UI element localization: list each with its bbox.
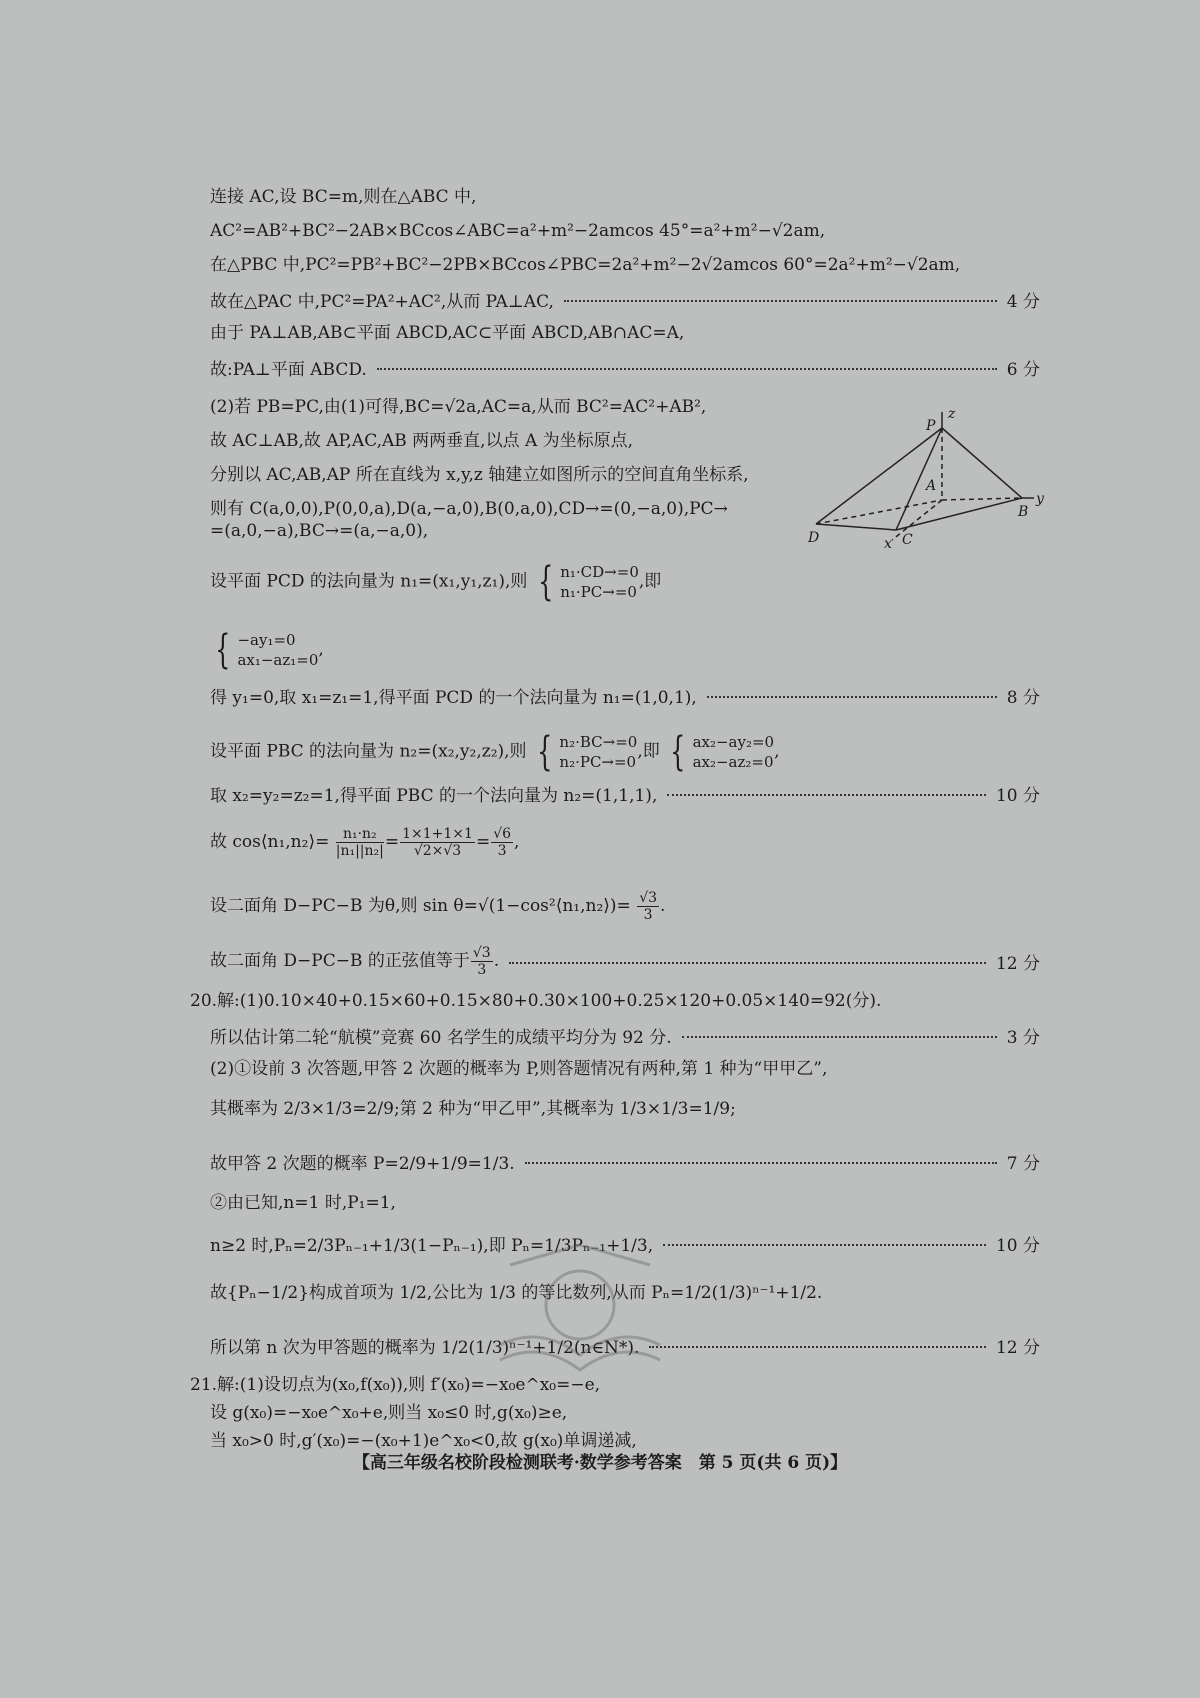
- line-4: 故在△PAC 中,PC²=PA²+AC²,从而 PA⊥AC,: [210, 291, 554, 312]
- line-15: [210, 729, 780, 775]
- edge-pd: [816, 428, 942, 524]
- label-y: y: [1036, 491, 1044, 507]
- score-line-10a: [210, 782, 1040, 804]
- dot-leader: [682, 1036, 997, 1038]
- dot-leader: [377, 368, 997, 370]
- eq-2a: −ay₁=0: [237, 631, 296, 649]
- line-18-text: 设二面角 D−PC−B 为θ,则 sin θ=√(1−cos²⟨n₁,n₂⟩)=: [210, 896, 631, 916]
- score-line-4: [210, 288, 1040, 310]
- denominator: 3: [477, 961, 487, 978]
- line-1: 连接 AC,设 BC=m,则在△ABC 中,: [210, 187, 477, 207]
- line-13: [210, 627, 324, 673]
- score-10b: 10 分: [995, 1235, 1040, 1256]
- line-14: 得 y₁=0,取 x₁=z₁=1,得平面 PCD 的一个法向量为 n₁=(1,0,1),: [210, 687, 697, 708]
- brace-icon: {: [537, 559, 554, 605]
- fraction: [336, 826, 384, 859]
- denominator: 3: [497, 843, 507, 859]
- score-line-12a: [210, 944, 1040, 978]
- line-15-text: 设平面 PBC 的法向量为 n₂=(x₂,y₂,z₂),则: [210, 741, 527, 762]
- system-3: [559, 732, 637, 772]
- line-11: =(a,0,−a),BC→=(a,−a,0),: [210, 521, 429, 541]
- score-line-3: [210, 1024, 1040, 1046]
- score-line-6: [210, 356, 1040, 378]
- line-18: 设二面角 D−PC−B 为θ,则 sin θ=√(1−cos²⟨n₁,n₂⟩)= $\frac{√3}{3}$ .: [210, 890, 666, 923]
- numerator: √3: [639, 890, 658, 906]
- line-12: [210, 559, 662, 605]
- line-19-text: 故二面角 D−PC−B 的正弦值等于: [210, 950, 470, 971]
- line-6: 故:PA⊥平面 ABCD.: [210, 359, 367, 380]
- brace-icon: {: [537, 729, 553, 775]
- line-15-mid: ,即: [637, 741, 660, 762]
- line-5: 由于 PA⊥AB,AB⊂平面 ABCD,AC⊂平面 ABCD,AB∩AC=A,: [210, 323, 685, 343]
- edge-pb: [942, 428, 1022, 498]
- system-1: [560, 562, 639, 602]
- line-27: 所以第 n 次为甲答题的概率为 1/2(1/3)ⁿ⁻¹+1/2(n∈N*).: [210, 1337, 640, 1358]
- dot-leader: [564, 300, 997, 302]
- dot-leader: [649, 1346, 985, 1348]
- numerator: n₁·n₂: [336, 826, 384, 843]
- line-21: (2)①设前 3 次答题,甲答 2 次题的概率为 P,则答题情况有两种,第 1 种为“甲甲乙”,: [210, 1059, 828, 1079]
- denominator: 3: [643, 907, 653, 923]
- question-21: 21.解:(1)设切点为(x₀,f(x₀)),则 f′(x₀)=−x₀e^x₀=−e,: [190, 1375, 601, 1395]
- line-15-tail: ,: [774, 741, 780, 762]
- line-17-text: 故 cos⟨n₁,n₂⟩=: [210, 832, 330, 852]
- eq-3a: n₂·BC→=0: [559, 733, 638, 751]
- line-12-tail: ,即: [638, 571, 662, 592]
- line-10: 则有 C(a,0,0),P(0,0,a),D(a,−a,0),B(0,a,0),CD→=(0,−a,0),PC→: [210, 499, 728, 519]
- fraction: [491, 826, 513, 859]
- line-29: 当 x₀>0 时,g′(x₀)=−(x₀+1)e^x₀<0,故 g(x₀)单调递减,: [210, 1431, 637, 1451]
- dot-leader: [509, 962, 986, 964]
- score-3: 3 分: [1006, 1027, 1040, 1048]
- fraction: [471, 945, 493, 978]
- label-b: B: [1018, 504, 1029, 520]
- denominator: |n₁||n₂|: [335, 843, 384, 859]
- line-17: 故 cos⟨n₁,n₂⟩= $\frac{\text{n₁·n₂}}{\text{|n₁||n₂|}}$ = $\frac{1\times 1+1\times 1}{√2\times√3}$ = $\frac{√6}{3}$ ,: [210, 826, 520, 859]
- line-2: AC²=AB²+BC²−2AB×BCcos∠ABC=a²+m²−2amcos 45°=a²+m²−√2am,: [210, 221, 826, 241]
- eq-1b: n₁·PC→=0: [560, 583, 637, 601]
- system-2: [237, 630, 318, 670]
- line-26: 故{Pₙ−1/2}构成首项为 1/2,公比为 1/3 的等比数列,从而 Pₙ=1/2(1/3)ⁿ⁻¹+1/2.: [210, 1283, 823, 1303]
- question-20: 20.解:(1)0.10×40+0.15×60+0.15×80+0.30×100+0.25×120+0.05×140=92(分).: [190, 991, 882, 1011]
- score-line-7: [210, 1150, 1040, 1172]
- eq-3b: n₂·PC→=0: [559, 753, 637, 771]
- watermark-icon: [490, 1245, 670, 1385]
- score-7: 7 分: [1006, 1153, 1040, 1174]
- line-19: 故二面角 D−PC−B 的正弦值等于 $\frac{√3}{3}$ .: [210, 944, 500, 978]
- line-28: 设 g(x₀)=−x₀e^x₀+e,则当 x₀≤0 时,g(x₀)≥e,: [210, 1403, 568, 1423]
- dot-leader: [667, 794, 986, 796]
- line-23: 故甲答 2 次题的概率 P=2/9+1/9=1/3.: [210, 1153, 515, 1174]
- edge-dc: [816, 524, 896, 530]
- line-20: 所以估计第二轮“航模”竞赛 60 名学生的成绩平均分为 92 分.: [210, 1027, 672, 1048]
- eq-4b: ax₂−az₂=0: [692, 753, 774, 771]
- system-4: [693, 732, 775, 772]
- dot-leader: [663, 1244, 986, 1246]
- line-13-tail: ,: [318, 639, 324, 660]
- page-footer: 【高三年级名校阶段检测联考·数学参考答案 第 5 页(共 6 页)】: [352, 1453, 848, 1473]
- book-logo-icon: [490, 1245, 670, 1389]
- score-12b: 12 分: [995, 1337, 1040, 1358]
- pyramid-diagram: [808, 408, 1048, 558]
- eq-4a: ax₂−ay₂=0: [692, 733, 775, 751]
- edge-ab: [942, 498, 1022, 500]
- label-a: A: [926, 478, 937, 494]
- eq-1a: n₁·CD→=0: [560, 563, 639, 581]
- fraction: [400, 826, 475, 859]
- denominator: √2×√3: [413, 843, 462, 859]
- line-24: ②由已知,n=1 时,P₁=1,: [210, 1193, 396, 1213]
- score-10a: 10 分: [995, 785, 1040, 806]
- score-4: 4 分: [1006, 291, 1040, 312]
- eq-2b: ax₁−az₁=0: [237, 651, 319, 669]
- edge-da: [816, 500, 942, 524]
- line-12-text: 设平面 PCD 的法向量为 n₁=(x₁,y₁,z₁),则: [210, 571, 528, 592]
- line-22: 其概率为 2/3×1/3=2/9;第 2 种为“甲乙甲”,其概率为 1/3×1/3=1/9;: [210, 1099, 736, 1119]
- numerator: 1×1+1×1: [402, 826, 473, 842]
- brace-icon: {: [670, 729, 686, 775]
- label-d: D: [808, 530, 820, 546]
- label-z: z: [948, 408, 956, 422]
- brace-icon: {: [215, 627, 231, 673]
- label-p: P: [926, 418, 936, 434]
- line-7: (2)若 PB=PC,由(1)可得,BC=√2a,AC=a,从而 BC²=AC²+AB²,: [210, 397, 707, 417]
- line-9: 分别以 AC,AB,AP 所在直线为 x,y,z 轴建立如图所示的空间直角坐标系,: [210, 465, 749, 485]
- line-3: 在△PBC 中,PC²=PB²+BC²−2PB×BCcos∠PBC=2a²+m²−2√2amcos 60°=2a²+m²−√2am,: [210, 255, 961, 275]
- numerator: √3: [472, 944, 491, 961]
- fraction: [637, 890, 659, 923]
- line-25: n≥2 时,Pₙ=2/3Pₙ₋₁+1/3(1−Pₙ₋₁),即 Pₙ=1/3Pₙ₋₁+1/3,: [210, 1235, 654, 1256]
- numerator: √6: [493, 826, 512, 842]
- coordinate-figure: [808, 408, 1048, 562]
- line-8: 故 AC⊥AB,故 AP,AC,AB 两两垂直,以点 A 为坐标原点,: [210, 431, 634, 451]
- score-line-8: [210, 684, 1040, 706]
- dot-leader: [525, 1162, 997, 1164]
- score-12a: 12 分: [995, 953, 1040, 974]
- line-16: 取 x₂=y₂=z₂=1,得平面 PBC 的一个法向量为 n₂=(1,1,1),: [210, 785, 658, 806]
- edge-cb: [896, 498, 1022, 530]
- label-x: x: [884, 536, 892, 552]
- dot-leader: [707, 696, 997, 698]
- label-c: C: [902, 532, 913, 548]
- score-6: 6 分: [1006, 359, 1040, 380]
- score-8: 8 分: [1006, 687, 1040, 708]
